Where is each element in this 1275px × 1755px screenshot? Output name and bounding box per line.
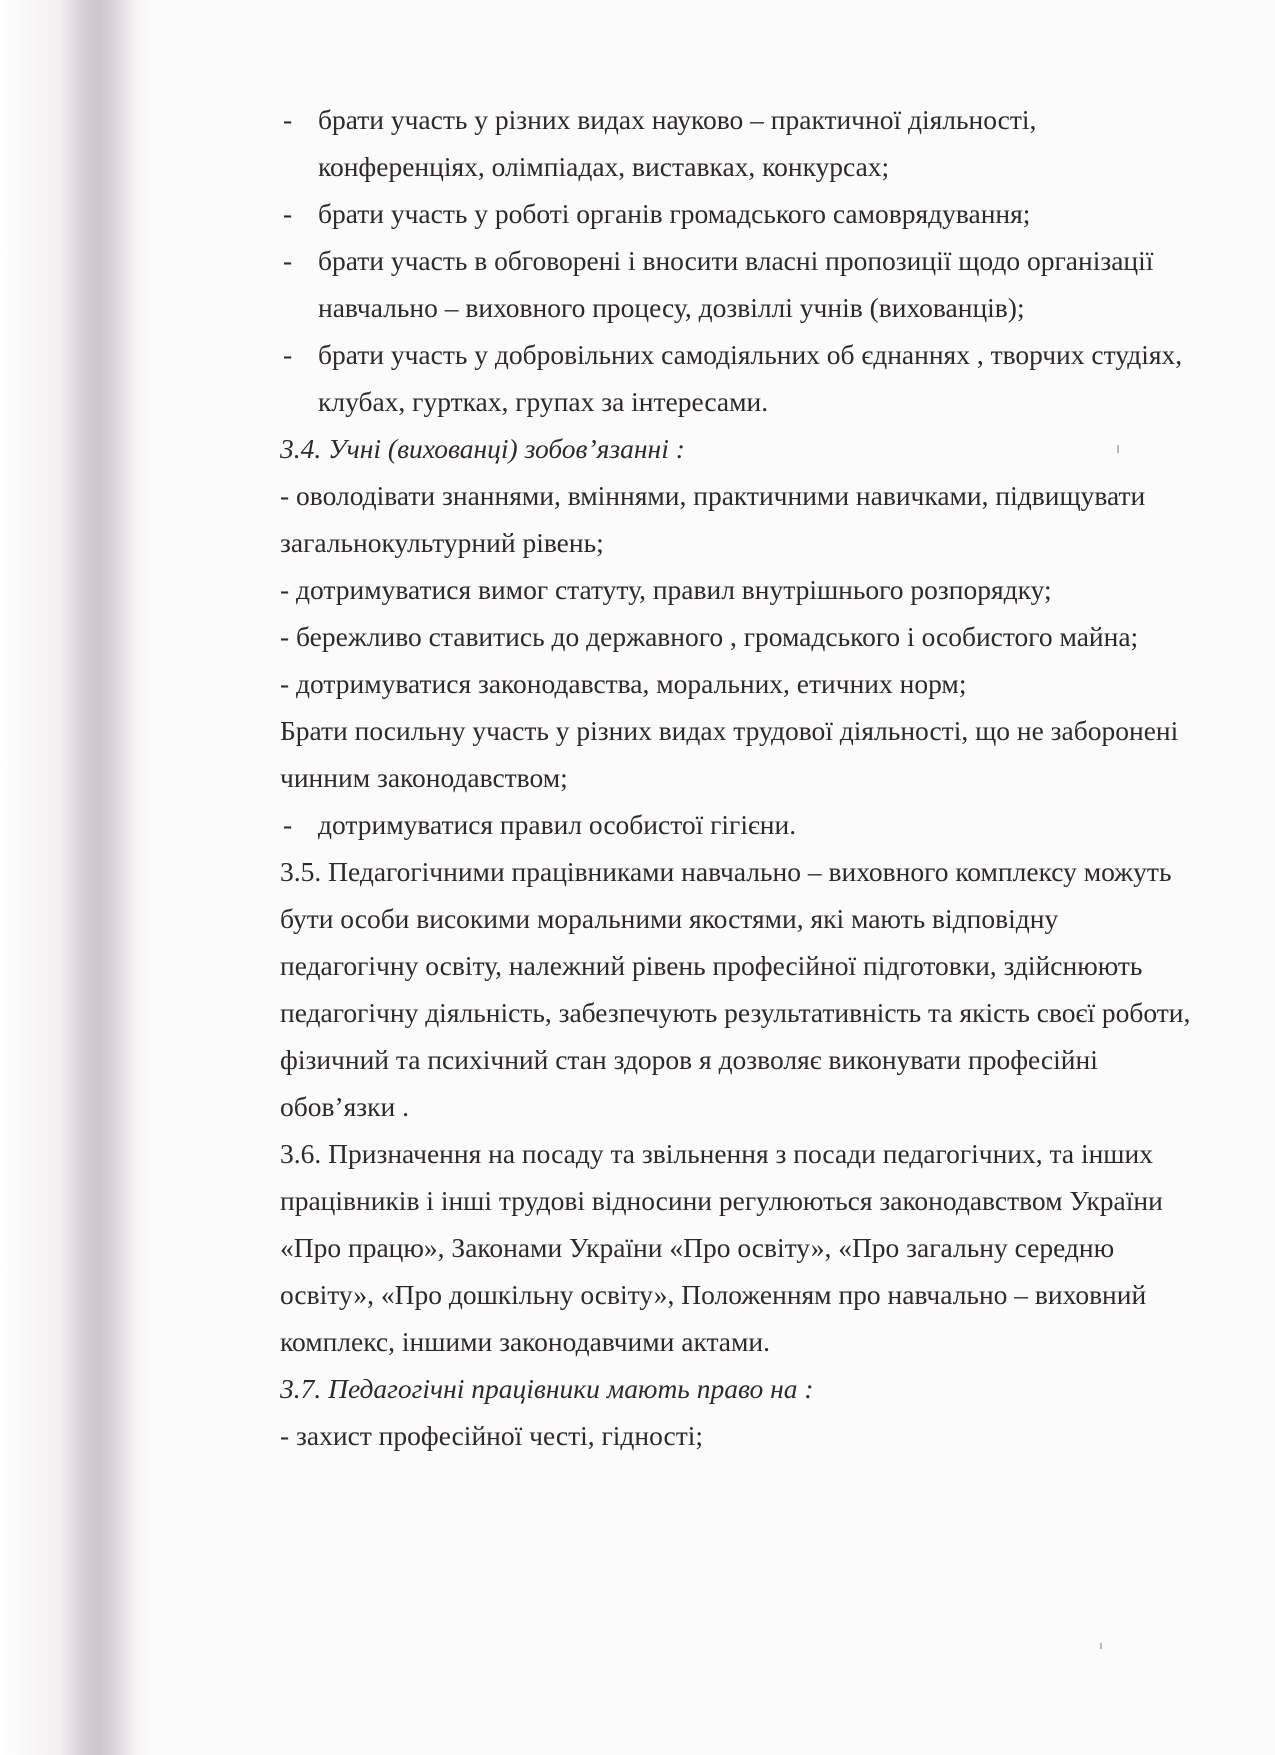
section-heading: 3.7. Педагогічні працівники мають право на : bbox=[280, 1373, 814, 1404]
text-line: 3.5. Педагогічними працівниками навчально – виховного комплексу можуть bbox=[280, 856, 1172, 887]
text-line: освіту», «Про дошкільну освіту», Положенням про навчально – виховний bbox=[280, 1279, 1147, 1310]
text-line: - оволодівати знаннями, вміннями, практичними навичками, підвищувати bbox=[280, 480, 1146, 511]
text-line: брати участь у роботі органів громадського самоврядування; bbox=[318, 198, 1031, 229]
text-line: 3.6. Призначення на посаду та звільнення з посади педагогічних, та інших bbox=[280, 1138, 1153, 1169]
text-line: - дотримуватися законодавства, моральних, етичних норм; bbox=[280, 668, 967, 699]
text-line: фізичний та психічний стан здоров я дозволяє виконувати професійні bbox=[280, 1044, 1098, 1075]
section-heading: 3.4. Учні (вихованці) зобов’язанні : bbox=[280, 433, 685, 464]
text-line: Брати посильну участь у різних видах трудової діяльності, що не заборонені bbox=[280, 715, 1179, 746]
text-line: брати участь у різних видах науково – практичної діяльності, bbox=[318, 104, 1037, 135]
scan-speck bbox=[1117, 445, 1119, 453]
bullet-dash: - bbox=[283, 339, 293, 370]
text-line: навчально – виховного процесу, дозвіллі учнів (вихованців); bbox=[318, 292, 1025, 323]
text-line: комплекс, іншими законодавчими актами. bbox=[280, 1326, 771, 1357]
text-line: брати участь у добровільних самодіяльних об єднаннях , творчих студіях, bbox=[318, 339, 1183, 370]
text-line: брати участь в обговорені і вносити власні пропозиції щодо організації bbox=[318, 245, 1154, 276]
text-line: конференціях, олімпіадах, виставках, конкурсах; bbox=[318, 151, 890, 182]
text-line: педагогічну освіту, належний рівень професійної підготовки, здійснюють bbox=[280, 950, 1143, 981]
bullet-dash: - bbox=[283, 104, 293, 135]
text-line: - дотримуватися вимог статуту, правил внутрішнього розпорядку; bbox=[280, 574, 1052, 605]
text-line: бути особи високими моральними якостями, які мають відповідну bbox=[280, 903, 1059, 934]
text-line: обов’язки . bbox=[280, 1091, 409, 1122]
text-line: дотримуватися правил особистої гігієни. bbox=[318, 809, 797, 840]
text-line: педагогічну діяльність, забезпечують результативність та якість своєї роботи, bbox=[280, 997, 1191, 1028]
text-line: загальнокультурний рівень; bbox=[280, 527, 604, 558]
bullet-dash: - bbox=[283, 809, 293, 840]
text-line: - захист професійної честі, гідності; bbox=[280, 1420, 704, 1451]
text-line: чинним законодавством; bbox=[280, 762, 568, 793]
bullet-dash: - bbox=[283, 198, 293, 229]
text-line: працівників і інші трудові відносини регулюються законодавством України bbox=[280, 1185, 1163, 1216]
bullet-dash: - bbox=[283, 245, 293, 276]
text-line: клубах, гуртках, групах за інтересами. bbox=[318, 386, 769, 417]
scan-speck bbox=[1100, 1643, 1102, 1649]
text-line: - бережливо ставитись до державного , громадського і особистого майна; bbox=[280, 621, 1139, 652]
text-line: «Про працю», Законами України «Про освіту», «Про загальну середню bbox=[280, 1232, 1115, 1263]
